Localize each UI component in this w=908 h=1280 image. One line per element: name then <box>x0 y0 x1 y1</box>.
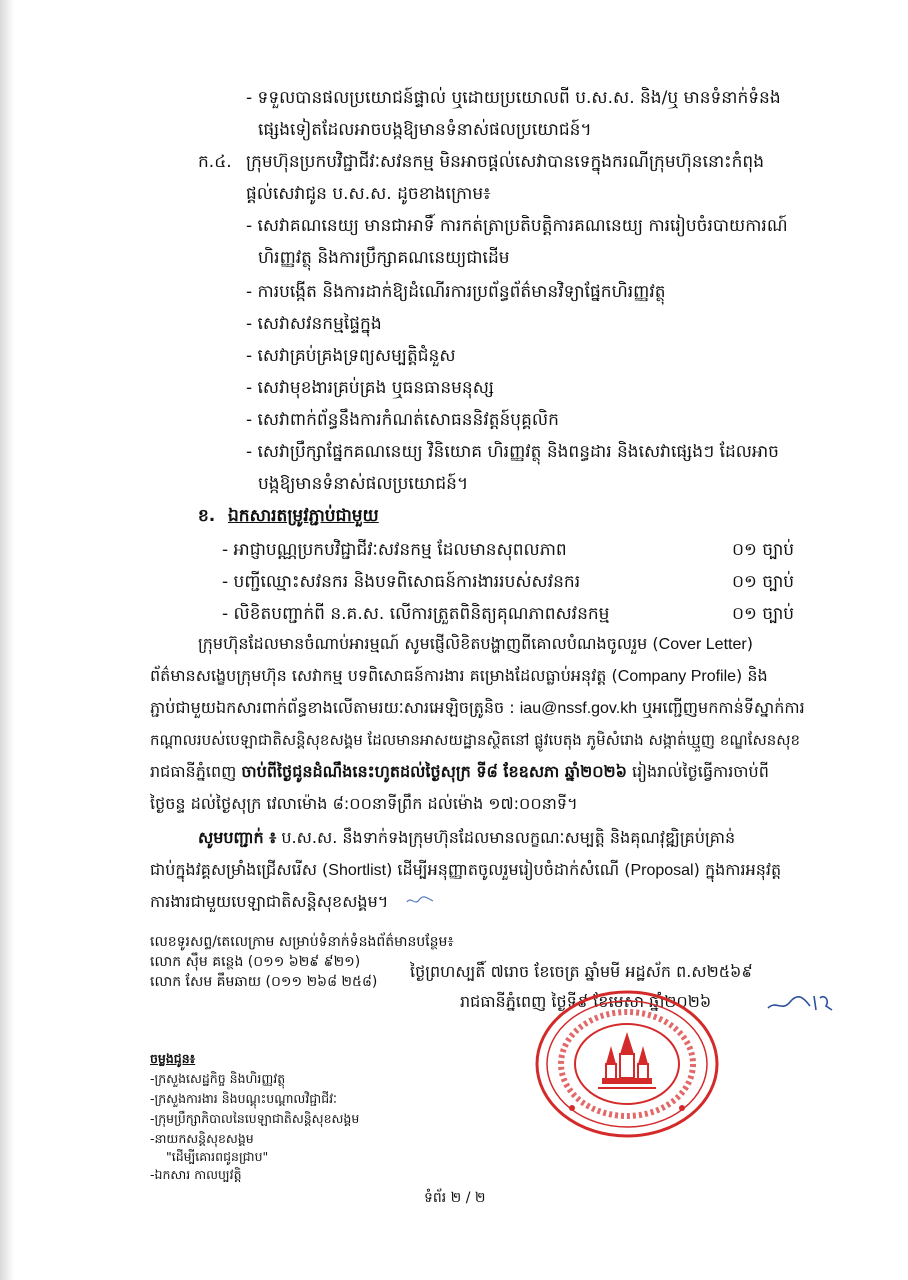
list-item: - សេវាប្រឹក្សាផ្នែកគណនេយ្យ វិនិយោគ ហិរញ្ញវត្ថុ និងពន្ធដារ និងសេវាផ្សេងៗ ដែលអាច <box>246 442 779 462</box>
list-item: - សេវាគណនេយ្យ មានជាអាទិ៍ ការកត់ត្រាប្រតិបត្តិការគណនេយ្យ ការរៀបចំរបាយការណ៍ <box>246 216 788 236</box>
recipient-item: -ក្រសួងសេដ្ឋកិច្ច និងហិរញ្ញវត្ថុ <box>150 1071 286 1086</box>
contact-person: លោក ស៊ឹម គន្ថេង (០១១ ៦២៩ ៩២១) <box>150 954 361 970</box>
attachment-label: - អាជ្ញាបណ្ណប្រកបវិជ្ជាជីវៈសវនកម្ម ដែលមានសុពលភាព <box>222 540 567 560</box>
text-segment: រៀងរាល់ថ្ងៃធ្វើការចាប់ពី <box>626 762 769 781</box>
paragraph-line <box>150 696 805 721</box>
list-item: - ការបង្កើត និងការដាក់ឱ្យដំណើរការប្រព័ន្ធព័ត៌មានវិទ្យាផ្នែកហិរញ្ញវត្ថុ <box>246 282 666 302</box>
paragraph-line: ការងារជាមួយបេឡាជាតិសន្តិសុខសង្គម។ <box>150 892 389 911</box>
handwritten-initials <box>764 990 836 1016</box>
list-item-cont: ហិរញ្ញវត្ថុ និងការប្រឹក្សាគណនេយ្យជាដើម <box>258 248 510 268</box>
attachment-label: - លិខិតបញ្ជាក់ពី ន.គ.ស. លើការត្រួតពិនិត្យគុណភាពសវនកម្ម <box>222 604 610 624</box>
list-item: - សេវាសវនកម្មផ្ទៃក្នុង <box>246 314 382 334</box>
email-link[interactable]: iau@nssf.gov.kh <box>519 700 638 717</box>
text-segment: ព័ត៌មានសង្ខេបក្រុមហ៊ុន សេវាកម្ម បទពិសោធន៍ការងារ គម្រោងដែលធ្លាប់អនុវត្ត ( <box>150 666 618 685</box>
paragraph-line: ថ្ងៃចន្ទ ដល់ថ្ងៃសុក្រ វេលាម៉ោង ៨:០០នាទីព្រឹក ដល់ម៉ោង ១៧:០០នាទី។ <box>150 794 578 813</box>
section-text-cont: ផ្តល់សេវាជូន ប.ស.ស. ដូចខាងក្រោម៖ <box>246 184 491 204</box>
recipients-title: ចម្លងជូន៖ <box>150 1051 196 1066</box>
text-segment: ) ក្នុងការអនុវត្ត <box>693 860 782 879</box>
official-seal-icon <box>532 988 722 1140</box>
section-text: ក្រុមហ៊ុនប្រកបវិជ្ជាជីវៈសវនកម្ម មិនអាចផ្តល់សេវាបានទេក្នុងករណីក្រុមហ៊ុននោះកំពុង <box>246 152 765 172</box>
attachment-qty: ០១ ច្បាប់ <box>732 604 795 624</box>
attachment-qty: ០១ ច្បាប់ <box>732 572 795 592</box>
paragraph-line <box>198 632 753 657</box>
paragraph-line <box>198 826 735 850</box>
list-item: - សេវាមុខងារគ្រប់គ្រង ឬធនធានមនុស្ស <box>246 378 494 398</box>
recipient-item: "ដើម្បីគោរពជូនជ្រាប" <box>166 1149 269 1164</box>
text-segment-en: Cover Letter <box>658 636 747 653</box>
recipient-item: -ឯកសារ កាលប្បវត្តិ <box>150 1167 242 1182</box>
section-number: ក.៤. <box>198 152 232 172</box>
text-segment: ) និង <box>736 666 768 685</box>
contact-title: លេខទូរសព្ទ/តេលេក្រាម សម្រាប់ទំនាក់ទំនងព័ត៌មានបន្ថែម៖ <box>150 934 454 950</box>
recipient-item: -នាយកសន្តិសុខសង្គម <box>150 1131 254 1146</box>
paragraph-line <box>150 858 781 883</box>
list-item-cont: បង្កឱ្យមានទំនាស់ផលប្រយោជន៍។ <box>258 474 469 494</box>
attachment-label: - បញ្ជីឈ្មោះសវនករ និងបទពិសោធន៍ការងាររបស់សវនករ <box>222 572 581 592</box>
attachment-qty: ០១ ច្បាប់ <box>732 540 795 560</box>
text-segment-en: Company Profile <box>617 668 737 685</box>
bullet-line: - ទទួលបានផលប្រយោជន៍ផ្ទាល់ ឬដោយប្រយោលពី ប.ស.ស. និង/ឬ មានទំនាក់ទំនង <box>246 88 781 108</box>
recipient-item: -ក្រសួងការងារ និងបណ្តុះបណ្តាលវិជ្ជាជីវៈ <box>150 1091 337 1106</box>
text-segment: រាជធានីភ្នំពេញ <box>150 762 242 781</box>
text-segment: ភ្ជាប់ជាមួយឯកសារពាក់ព័ន្ធខាងលើតាមរយៈសារអេឡិចត្រូនិច : <box>150 698 520 717</box>
deadline-text: ចាប់ពីថ្ងៃជូនដំណឹងនេះហូតដល់ថ្ងៃសុក្រ ទី៨ ខែឧសភា ឆ្នាំ២០២៦ <box>241 762 627 781</box>
paragraph-line <box>150 664 768 689</box>
lunar-date: ថ្ងៃព្រហស្បតិ៍ ៧រោច ខែចេត្រ ឆ្នាំមមី អដ្ឋស័ក ព.ស២៥៦៩ <box>410 962 753 981</box>
text-segment: ) <box>746 634 753 653</box>
contact-person: លោក សែម គឹមឆាយ (០១១ ២៦៨ ២៥៨) <box>150 974 378 990</box>
page-number: ទំព័រ ២ / ២ <box>424 1190 486 1206</box>
list-item: - សេវាគ្រប់គ្រងទ្រព្យសម្បត្តិជំនួស <box>246 346 456 366</box>
text-segment-en: Shortlist <box>328 862 387 879</box>
text-segment: ឬអញ្ជើញមកកាន់ទីស្នាក់ការ <box>637 698 805 717</box>
list-item: - សេវាពាក់ព័ន្ធនឹងការកំណត់សោធននិវត្តន៍បុគ្គលិក <box>246 410 559 430</box>
section-title: ឯកសារតម្រូវភ្ជាប់ជាមួយ <box>228 506 379 526</box>
recipient-item: -ក្រុមប្រឹក្សាភិបាលនៃបេឡាជាតិសន្តិសុខសង្គម <box>150 1111 360 1126</box>
scan-edge-shadow <box>0 0 14 1280</box>
section-number: ខ. <box>198 506 216 526</box>
text-segment: ) ដើម្បីអនុញ្ញាតចូលរួមរៀបចំដាក់សំណើ ( <box>386 860 631 879</box>
text-segment: ក្រុមហ៊ុនដែលមានចំណាប់អារម្មណ៍ សូមផ្ញើលិខិតបង្ហាញពីគោលបំណងចូលរួម ( <box>198 634 659 653</box>
initials-mark <box>405 892 435 908</box>
solar-date: រាជធានីភ្នំពេញ ថ្ងៃទី៩ ខែមេសា ឆ្នាំ២០២៦ <box>460 992 712 1011</box>
text-segment: ជាប់ក្នុងវគ្គសម្រាំងជ្រើសរើស ( <box>150 860 329 879</box>
text-segment-en: Proposal <box>630 862 694 879</box>
paragraph-line: កណ្តាលរបស់បេឡាជាតិសន្តិសុខសង្គម ដែលមានអាសយដ្ឋានស្ថិតនៅ ផ្លូវបេតុង ភូមិសំរោង សង្កាត់ឃ្មួញ ខណ្ឌសែនសុខ <box>150 731 801 749</box>
bullet-line-cont: ផ្សេងទៀតដែលអាចបង្កឱ្យមានទំនាស់ផលប្រយោជន៍។ <box>258 120 592 140</box>
note-label: សូមបញ្ជាក់ ៖ <box>198 828 277 847</box>
text-segment: ប.ស.ស. នឹងទាក់ទងក្រុមហ៊ុនដែលមានលក្ខណៈសម្បត្តិ និងគុណវុឌ្ឍិគ្រប់គ្រាន់ <box>276 828 736 847</box>
paragraph-line <box>150 760 769 784</box>
